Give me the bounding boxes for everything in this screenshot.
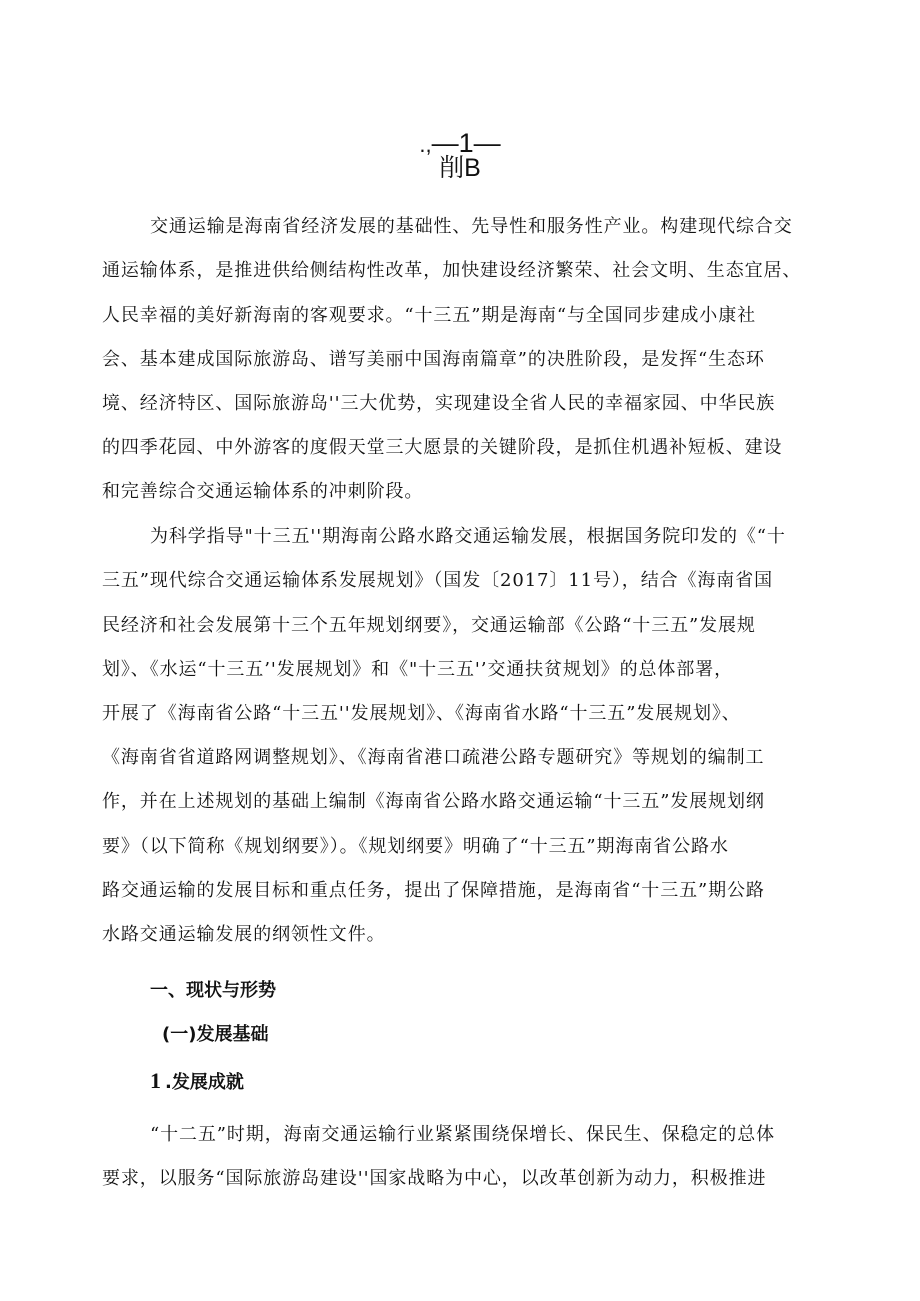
intro-line: 会、基本建成国际旅游岛、谱写美丽中国海南篇章”的决胜阶段，是发挥“生态环 [102, 349, 765, 370]
basis-line: 水路交通运输发展的纲领性文件。 [102, 924, 386, 945]
basis-line: 划》、《水运“十三五’'发展规划》和《"十三五'’交通扶贫规划》的总体部署， [102, 659, 734, 680]
page-title: 削B [439, 154, 481, 182]
item-heading [150, 1070, 244, 1094]
header-dots: ., [419, 132, 432, 157]
achievements-line: 要求，以服务“国际旅游岛建设''国家战略为中心，以改革创新为动力，积极推进 [102, 1168, 767, 1189]
subsection-heading: (一)发展基础 [162, 1024, 269, 1045]
intro-line: 通运输体系，是推进供给侧结构性改革，加快建设经济繁荣、社会文明、生态宜居、 [102, 260, 802, 281]
page-number: —1— [431, 128, 501, 158]
item-title: .发展成就 [165, 1072, 244, 1093]
intro-line: 境、经济特区、国际旅游岛''三大优势，实现建设全省人民的幸福家园、中华民族 [102, 393, 776, 414]
intro-line: 人民幸福的美好新海南的客观要求。“十三五”期是海南“与全国同步建成小康社 [102, 305, 757, 326]
intro-line: 交通运输是海南省经济发展的基础性、先导性和服务性产业。构建现代综合交 [150, 216, 793, 237]
basis-line: 《海南省省道路网调整规划》、《海南省港口疏港公路专题研究》等规划的编制工 [102, 747, 765, 768]
intro-line: 和完善综合交通运输体系的冲刺阶段。 [102, 481, 424, 502]
basis-line: 开展了《海南省公路“十三五''发展规划》、《海南省水路“十三五”发展规划》、 [102, 703, 741, 724]
section-heading: 一、现状与形势 [150, 980, 276, 1001]
basis-line: 为科学指导"十三五''期海南公路水路交通运输发展，根据国务院印发的《“十 [150, 526, 786, 547]
basis-line: 三五”现代综合交通运输体系发展规划》（国发〔2017〕11号），结合《海南省国 [102, 570, 774, 591]
basis-line: 要》（以下简称《规划纲要》）。《规划纲要》明确了“十三五”期海南省公路水 [102, 836, 729, 857]
basis-line: 作，并在上述规划的基础上编制《海南省公路水路交通运输“十三五”发展规划纲 [102, 791, 765, 812]
intro-line: 的四季花园、中外游客的度假天堂三大愿景的关键阶段，是抓住机遇补短板、建设 [102, 437, 783, 458]
achievements-line: “十二五”时期，海南交通运输行业紧紧围绕保增长、保民生、保稳定的总体 [150, 1124, 776, 1145]
item-number: 1 [150, 1068, 161, 1093]
basis-line: 路交通运输的发展目标和重点任务，提出了保障措施，是海南省“十三五”期公路 [102, 880, 765, 901]
basis-line: 民经济和社会发展第十三个五年规划纲要》，交通运输部《公路“十三五”发展规 [102, 615, 756, 636]
